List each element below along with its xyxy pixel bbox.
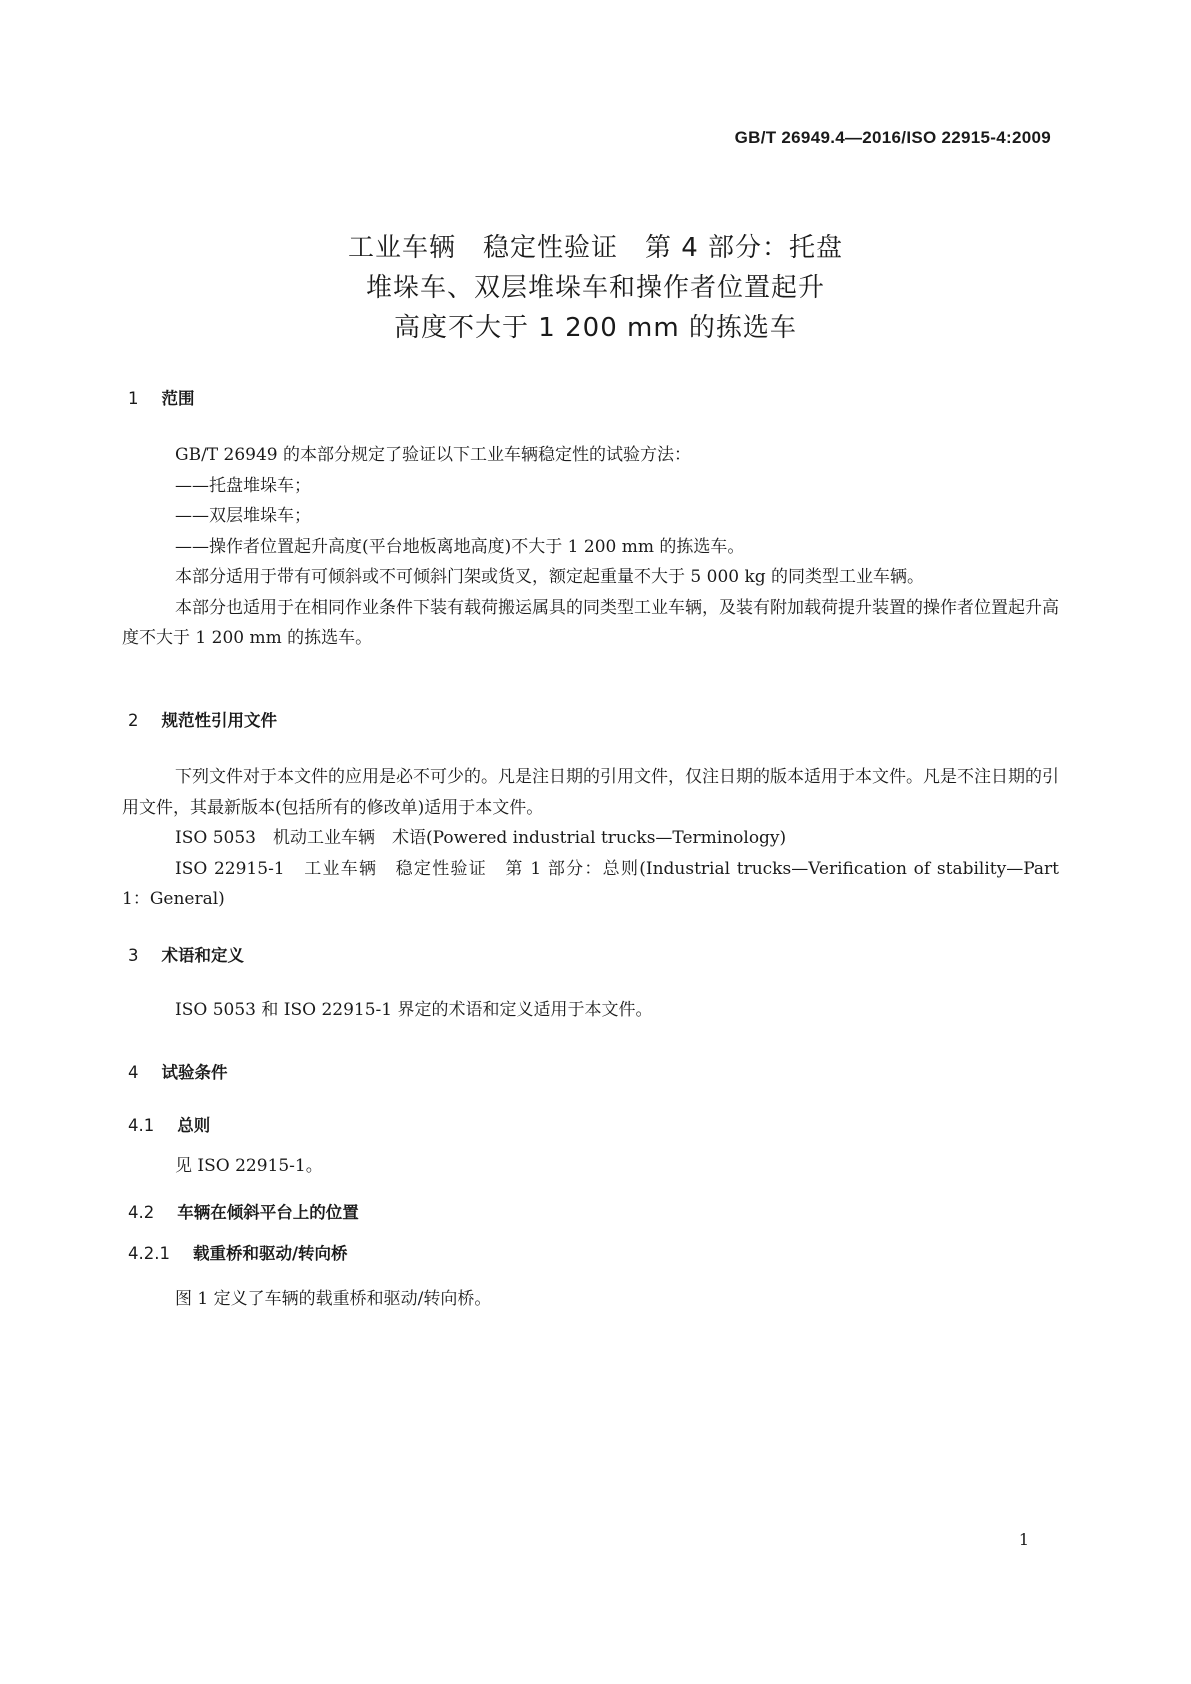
paragraph: ISO 5053 和 ISO 22915-1 界定的术语和定义适用于本文件。 [175, 1000, 653, 1020]
section-2-body [122, 762, 1059, 915]
section-title: 范围 [161, 389, 195, 408]
paragraph: 图 1 定义了车辆的载重桥和驱动/转向桥。 [175, 1289, 492, 1309]
reference-item: ISO 5053 机动工业车辆 术语(Powered industrial trucks—Terminology) [175, 828, 787, 848]
document-title [0, 228, 1191, 348]
section-number: 4.1 [128, 1116, 155, 1135]
section-4-heading [128, 1059, 227, 1083]
paragraph: 本部分适用于带有可倾斜或不可倾斜门架或货叉，额定起重量不大于 5 000 kg 的同类型工业车辆。 [175, 567, 925, 587]
list-item: ——操作者位置起升高度(平台地板离地高度)不大于 1 200 mm 的拣选车。 [175, 536, 745, 557]
paragraph: GB/T 26949 的本部分规定了验证以下工业车辆稳定性的试验方法： [175, 445, 692, 465]
paragraph: 下列文件对于本文件的应用是必不可少的。凡是注日期的引用文件，仅注日期的版本适用于本文件。凡是不注日期的引用文件，其最新版本(包括所有的修改单)适用于本文件。 [122, 767, 1059, 818]
section-4-2-1-heading [128, 1240, 348, 1264]
section-number: 4.2.1 [128, 1244, 170, 1263]
section-title: 规范性引用文件 [161, 711, 277, 730]
standard-code: GB/T 26949.4—2016/ISO 22915-4:2009 [734, 128, 1051, 147]
section-title: 载重桥和驱动/转向桥 [192, 1244, 348, 1263]
section-number: 3 [128, 946, 139, 965]
paragraph: 本部分也适用于在相同作业条件下装有载荷搬运属具的同类型工业车辆，及装有附加载荷提升装置的操作者位置起升高度不大于 1 200 mm 的拣选车。 [122, 597, 1059, 648]
section-number: 4.2 [128, 1203, 155, 1222]
section-number: 4 [128, 1063, 139, 1082]
list-item: ——双层堆垛车； [175, 506, 311, 526]
section-title: 总则 [177, 1116, 211, 1135]
list-item: ——托盘堆垛车； [175, 475, 311, 496]
section-title: 车辆在倾斜平台上的位置 [177, 1203, 359, 1222]
title-line-3: 高度不大于 1 200 mm 的拣选车 [394, 313, 797, 343]
section-number: 1 [128, 389, 139, 408]
section-title: 术语和定义 [161, 946, 244, 965]
section-3-heading [128, 942, 244, 966]
section-4-1-body [122, 1151, 1059, 1182]
title-line-1: 工业车辆 稳定性验证 第 4 部分：托盘 [347, 233, 844, 263]
title-line-2: 堆垛车、双层堆垛车和操作者位置起升 [365, 273, 825, 303]
section-4-1-heading [128, 1112, 210, 1136]
section-1-heading [128, 385, 194, 409]
section-4-2-heading [128, 1199, 359, 1223]
section-number: 2 [128, 711, 139, 730]
paragraph: 见 ISO 22915-1。 [175, 1156, 323, 1176]
section-4-2-1-body [122, 1284, 1059, 1315]
section-2-heading [128, 707, 277, 731]
section-1-body [122, 440, 1059, 654]
page-number: 1 [1018, 1530, 1029, 1549]
section-title: 试验条件 [161, 1063, 228, 1082]
section-3-body [122, 995, 1059, 1026]
reference-item: ISO 22915-1 工业车辆 稳定性验证 第 1 部分：总则(Industrial trucks—Verification of stability—Part 1：General) [122, 858, 1059, 909]
